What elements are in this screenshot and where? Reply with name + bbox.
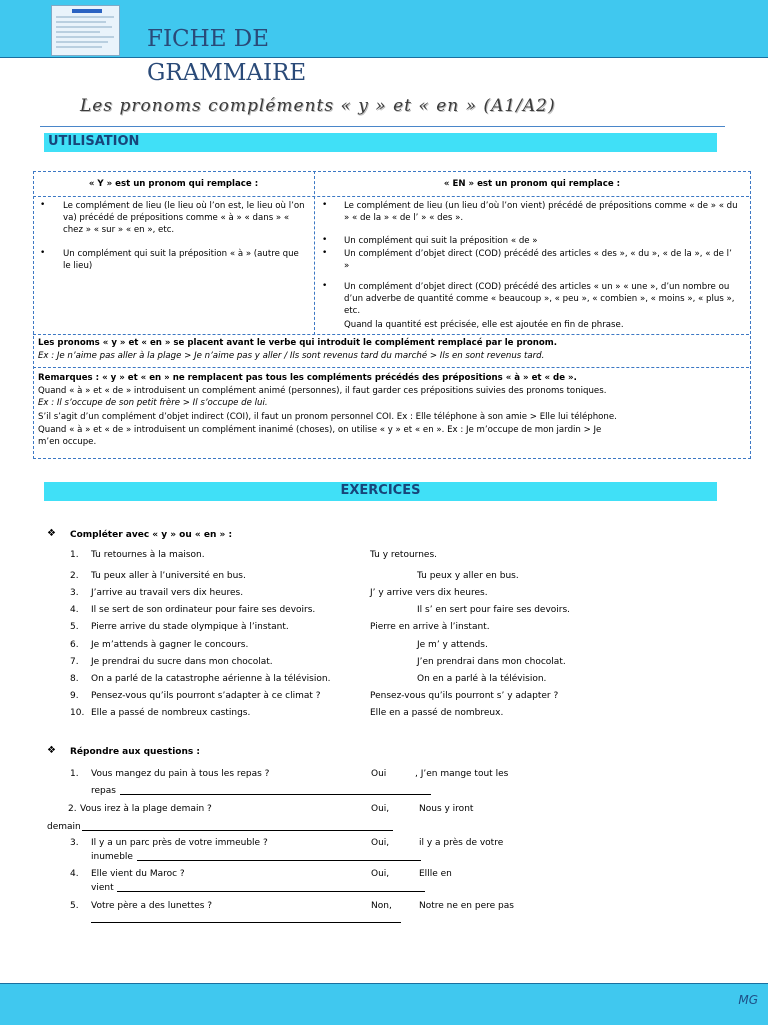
exercise-answer: Il s’ en sert pour faire ses devoirs. [417,605,571,615]
answer-start: Oui, [371,869,390,879]
bullet: • [40,200,46,210]
exercise-sentence: Je m’attends à gagner le concours. [91,640,249,650]
q-number: 1. [70,769,79,779]
question-text: Il y a un parc près de votre immeuble ? [91,838,268,848]
bullet: • [322,248,328,258]
bullet: • [322,281,328,291]
section-header-utilisation [44,133,717,152]
col-en-item: Le complément de lieu (un lieu d’où l’on vient) précédé de prépositions comme « de » « du » « de la » « de l’ » « des ». [344,201,738,223]
item-number: 8. [70,674,79,684]
q-number: 2. [68,804,77,814]
remark-line: S’il s’agit d’un complément d’objet indirect (COI), il faut un pronom personnel COI. Ex : Elle téléphone à son amie > Elle lui téléphone. [38,412,617,422]
col-y-header: « Y » est un pronom qui remplace : [88,179,259,189]
exercise-answer: Tu y retournes. [370,550,437,560]
item-number: 7. [70,657,79,667]
exercise-answer: J’en prendrai dans mon chocolat. [417,657,566,667]
row-divider [33,367,749,368]
page-subtitle: Les pronoms compléments « y » et « en » (A1/A2) [80,96,556,116]
remark-line: Quand « à » et « de » introduisent un complément inanimé (choses), on utilise « y » et « en ». Ex : Je m’occupe de mon jardin > Je [38,425,602,435]
exercise2-title: Répondre aux questions : [70,747,200,757]
exercise-sentence: Il se sert de son ordinateur pour faire ses devoirs. [91,605,316,615]
bullet: • [322,200,328,210]
page-title-line1: FICHE DE [147,26,270,52]
col-en-item: Un complément qui suit la préposition « de » [344,236,538,246]
exercise-sentence: Tu peux aller à l’université en bus. [91,571,246,581]
answer-text: , J’en mange tout les [415,769,509,779]
exercise-sentence: Je prendrai du sucre dans mon chocolat. [91,657,273,667]
answer-text: Ellle en [419,869,452,879]
item-number: 2. [70,571,79,581]
answer-text: il y a près de votre [419,838,504,848]
exercise-answer: Pierre en arrive à l’instant. [370,622,490,632]
answer-continuation[interactable]: demain [47,822,81,832]
answer-start: Oui, [371,838,390,848]
bottom-banner [0,983,768,1025]
exercise-sentence: Pierre arrive du stade olympique à l’instant. [91,622,289,632]
answer-continuation[interactable]: vient [91,883,114,893]
remark-line: Quand « à » et « de » introduisent un complément animé (personnes), il faut garder ces prépositions suivies des pronoms toniques. [38,386,607,396]
section-header-exercices [44,482,717,501]
question-text: Vous mangez du pain à tous les repas ? [91,769,270,779]
exercise-sentence: On a parlé de la catastrophe aérienne à la télévision. [91,674,331,684]
exercise-answer: Je m’ y attends. [417,640,488,650]
answer-text: Notre ne en pere pas [419,901,514,911]
bullet: • [322,235,328,245]
answer-line[interactable] [91,922,401,923]
answer-start: Oui, [371,804,390,814]
question-text: Votre père a des lunettes ? [91,901,213,911]
author-initials: MG [738,993,758,1007]
exercise-sentence: Elle a passé de nombreux castings. [91,708,251,718]
item-number: 1. [70,550,79,560]
item-number: 3. [70,588,79,598]
question-text: Elle vient du Maroc ? [91,869,185,879]
col-en-item: Un complément d’objet direct (COD) précédé des articles « des », « du », « de la », « de l’ » [344,249,732,271]
placement-example: Ex : Je n’aime pas aller à la plage > Je n’aime pas y aller / Ils sont revenus tard du marché > Ils en sont revenus tard. [38,351,545,361]
col-en-note: Quand la quantité est précisée, elle est ajoutée en fin de phrase. [344,320,624,330]
placement-rule: Les pronoms « y » et « en » se placent avant le verbe qui introduit le complément remplacé par le pronom. [38,338,558,348]
remarks-title: Remarques : « y » et « en » ne remplacent pas tous les compléments précédés des prépositions « à » et « de ». [38,373,577,383]
bullet: • [40,248,46,258]
diamond-bullet-icon: ❖ [47,528,56,539]
subtitle-divider [40,126,725,127]
item-number: 10. [70,708,85,718]
answer-line[interactable] [137,860,421,861]
col-en-item: Un complément d’objet direct (COD) précédé des articles « un » « une », d’un nombre ou d’un adverbe de quantité comme « beaucoup », « peu », « combien », « moins », « plus », etc. [344,282,735,316]
col-y-item: Un complément qui suit la préposition « à » (autre que le lieu) [63,249,299,271]
q-number: 4. [70,869,79,879]
worksheet-thumbnail-image [51,5,120,56]
item-number: 6. [70,640,79,650]
question-text: Vous irez à la plage demain ? [80,804,212,814]
answer-start: Non, [371,901,392,911]
exercise-answer: On en a parlé à la télévision. [417,674,547,684]
exercise-answer: Tu peux y aller en bus. [417,571,519,581]
row-divider [33,334,749,335]
exercise-sentence: J’arrive au travail vers dix heures. [91,588,244,598]
answer-line[interactable] [82,830,393,831]
exercise-answer: J’ y arrive vers dix heures. [370,588,488,598]
page-title-line2: GRAMMAIRE [147,60,307,86]
remark-line: Ex : Il s’occupe de son petit frère > Il s’occupe de lui. [38,398,268,408]
item-number: 5. [70,622,79,632]
answer-line[interactable] [120,794,431,795]
exercise-answer: Pensez-vous qu’ils pourront s’ y adapter ? [370,691,559,701]
answer-line[interactable] [117,891,425,892]
col-y-item: Le complément de lieu (le lieu où l’on est, le lieu où l’on va) précédé de prépositions comme « à » « dans » « chez » « sur » « en », etc. [63,201,305,235]
answer-continuation[interactable]: inumeble [91,852,133,862]
exercise-answer: Elle en a passé de nombreux. [370,708,504,718]
section-title: UTILISATION [48,134,140,149]
q-number: 5. [70,901,79,911]
answer-start: Oui [371,769,387,779]
header-divider [33,196,749,197]
item-number: 9. [70,691,79,701]
diamond-bullet-icon: ❖ [47,745,56,756]
exercise-sentence: Pensez-vous qu’ils pourront s’adapter à ce climat ? [91,691,321,701]
q-number: 3. [70,838,79,848]
exercise-sentence: Tu retournes à la maison. [91,550,205,560]
answer-continuation[interactable]: repas [91,786,116,796]
section-title: EXERCICES [340,483,421,498]
col-en-header: « EN » est un pronom qui remplace : [443,179,621,189]
answer-text: Nous y iront [419,804,474,814]
remark-line: m’en occupe. [38,437,97,447]
exercise1-title: Compléter avec « y » ou « en » : [70,530,233,540]
item-number: 4. [70,605,79,615]
